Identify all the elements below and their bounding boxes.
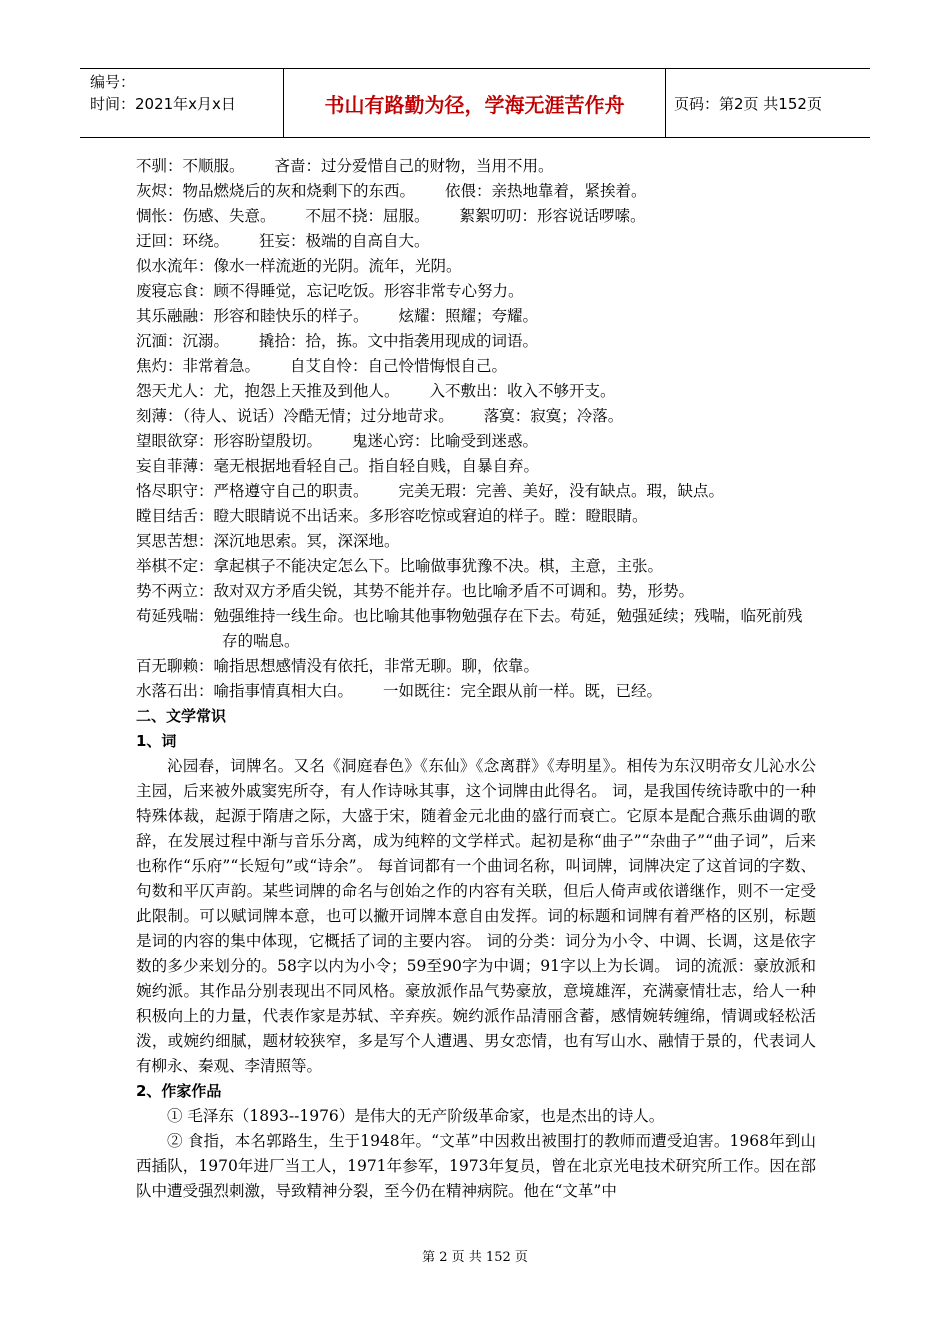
paragraph-ci: 沁园春，词牌名。又名《洞庭春色》《东仙》《念离群》《寿明星》。相传为东汉明帝女儿沁水公主园，后来被外戚窦宪所夺，有人作诗咏其事，这个词牌由此得名。 词，是我国传统诗歌中的一种特殊体裁，起源于隋唐之际，大盛于宋，随着金元北曲的盛行而衰亡。它原本是配合燕乐曲调的歌辞，在发展过程中渐与音乐分离，成为纯粹的文学样式。起初是称“曲子”“杂曲子”“曲子词”，后来也称作“乐府”“长短句”或“诗余”。 每首词都有一个曲词名称，叫词牌，词牌决定了这首词的字数、句数和平仄声韵。某些词牌的命名与创始之作的内容有关联，但后人倚声或依谱继作，则不一定受此限制。可以赋词牌本意，也可以撇开词牌本意自由发挥。词的标题和词牌有着严格的区别，标题是词的内容的集中体现，它概括了词的主要内容。 词的分类：词分为小令、中调、长调，这是依字数的多少来划分的。58字以内为小令；59至90字为中调；91字以上为长调。 词的流派：豪放派和婉约派。其作品分别表现出不同风格。豪放派作品气势豪放，意境雄浑，充满豪情壮志，给人一种积极向上的力量，代表作家是苏轼、辛弃疾。婉约派作品清丽含蓄，感情婉转缠绵，情调或轻松活泼，或婉约细腻，题材较狭窄，多是写个人遭遇、男女恋情，也有写山水、融情于景的，代表词人有柳永、秦观、李清照等。	[136, 757, 816, 1075]
number-label: 编号：	[90, 73, 136, 91]
vocab-row	[136, 479, 816, 504]
paragraph-mao: ① 毛泽东（1893--1976）是伟大的无产阶级革命家，也是杰出的诗人。	[167, 1107, 665, 1125]
vocab-entry: 一如既往：完全跟从前一样。既，已经。	[383, 682, 663, 700]
page-footer: 第 2 页 共 152 页	[422, 1250, 528, 1265]
vocab-entry: 怨天尤人：尤，抱怨上天推及到他人。	[136, 382, 400, 400]
document-body	[136, 154, 816, 1204]
vocab-row	[136, 329, 816, 354]
vocab-row	[136, 354, 816, 379]
vocab-row	[136, 279, 816, 304]
vocab-list-tail	[136, 654, 816, 704]
header-meta	[80, 69, 284, 137]
vocab-entry: 鬼迷心窍：比喻受到迷惑。	[352, 432, 539, 450]
vocab-entry: 不屈不挠：屈服。	[305, 207, 430, 225]
subsection-title-authors: 2、作家作品	[136, 1082, 222, 1100]
page-header	[80, 68, 870, 138]
vocab-entry: 瞠目结舌：瞪大眼睛说不出话来。多形容吃惊或窘迫的样子。瞠：瞪眼睛。	[136, 507, 648, 525]
vocab-entry: 灰烬：物品燃烧后的灰和烧剩下的东西。	[136, 182, 416, 200]
vocab-entry: 废寝忘食：顾不得睡觉，忘记吃饭。形容非常专心努力。	[136, 282, 524, 300]
vocab-entry: 迂回：环绕。	[136, 232, 230, 250]
vocab-entry: 炫耀：照耀；夸耀。	[398, 307, 539, 325]
vocab-row	[136, 204, 816, 229]
vocab-entry: 吝啬：过分爱惜自己的财物，当用不用。	[274, 157, 554, 175]
vocab-list	[136, 154, 816, 604]
vocab-entry: 惆怅：伤感、失意。	[136, 207, 276, 225]
vocab-entry: 完美无瑕：完善、美好，没有缺点。瑕，缺点。	[398, 482, 725, 500]
vocab-row	[136, 254, 816, 279]
vocab-row	[136, 579, 816, 604]
vocab-entry: 絮絮叨叨：形容说话啰嗦。	[459, 207, 646, 225]
vocab-entry: 刻薄：（待人、说话）冷酷无情；过分地苛求。	[136, 407, 454, 425]
vocab-row	[136, 504, 816, 529]
vocab-entry: 落寞：寂寞；冷落。	[483, 407, 624, 425]
section-title: 二、文学常识	[136, 707, 227, 725]
paragraph-shizhi: ② 食指，本名郭路生，生于1948年。“文革”中因救出被围打的教师而遭受迫害。1968年到山西插队，1970年进厂当工人，1971年参军，1973年复员，曾在北京光电技术研究所工作。因在部队中遭受强烈刺激，导致精神分裂，至今仍在精神病院。他在“文革”中	[136, 1132, 816, 1200]
vocab-entry: 其乐融融：形容和睦快乐的样子。	[136, 307, 369, 325]
vocab-entry: 妄自菲薄：毫无根据地看轻自己。指自轻自贱，自暴自弃。	[136, 457, 540, 475]
vocab-entry: 望眼欲穿：形容盼望殷切。	[136, 432, 323, 450]
vocab-entry: 依偎：亲热地靠着，紧挨着。	[445, 182, 647, 200]
vocab-entry: 焦灼：非常着急。	[136, 357, 261, 375]
vocab-row	[136, 429, 816, 454]
vocab-row	[136, 454, 816, 479]
header-page-info: 页码：第2页 共152页	[674, 94, 822, 113]
vocab-row	[136, 179, 816, 204]
vocab-row	[136, 154, 816, 179]
subsection-title-ci: 1、词	[136, 732, 177, 750]
vocab-entry: 不驯：不顺服。	[136, 157, 245, 175]
vocab-row	[136, 304, 816, 329]
vocab-row	[136, 654, 816, 679]
vocab-entry: 冥思苦想：深沉地思索。冥，深深地。	[136, 532, 400, 550]
vocab-row	[136, 554, 816, 579]
vocab-entry: 势不两立：敌对双方矛盾尖锐，其势不能并存。也比喻矛盾不可调和。势，形势。	[136, 582, 695, 600]
vocab-entry: 入不敷出：收入不够开支。	[429, 382, 616, 400]
vocab-row	[136, 379, 816, 404]
vocab-row	[136, 529, 816, 554]
header-motto: 书山有路勤为径，学海无涯苦作舟	[284, 69, 666, 137]
vocab-entry: 自艾自怜：自己怜惜悔恨自己。	[290, 357, 508, 375]
time-label: 时间：2021年x月x日	[90, 95, 236, 113]
vocab-row	[136, 229, 816, 254]
vocab-entry: 撬拾：拾，拣。文中指袭用现成的词语。	[259, 332, 539, 350]
vocab-row	[136, 679, 816, 704]
vocab-entry-wrapped: 苟延残喘：勉强维持一线生命。也比喻其他事物勉强存在下去。苟延，勉强延续；残喘，临死前残存的喘息。	[136, 607, 803, 650]
vocab-entry: 恪尽职守：严格遵守自己的职责。	[136, 482, 369, 500]
vocab-entry: 水落石出：喻指事情真相大白。	[136, 682, 354, 700]
vocab-entry: 举棋不定：拿起棋子不能决定怎么下。比喻做事犹豫不决。棋，主意，主张。	[136, 557, 664, 575]
vocab-entry: 百无聊赖：喻指思想感情没有依托，非常无聊。聊，依靠。	[136, 657, 540, 675]
vocab-entry: 似水流年：像水一样流逝的光阴。流年，光阴。	[136, 257, 462, 275]
vocab-entry: 沉湎：沉溺。	[136, 332, 230, 350]
vocab-row	[136, 404, 816, 429]
vocab-entry: 狂妄：极端的自高自大。	[259, 232, 430, 250]
